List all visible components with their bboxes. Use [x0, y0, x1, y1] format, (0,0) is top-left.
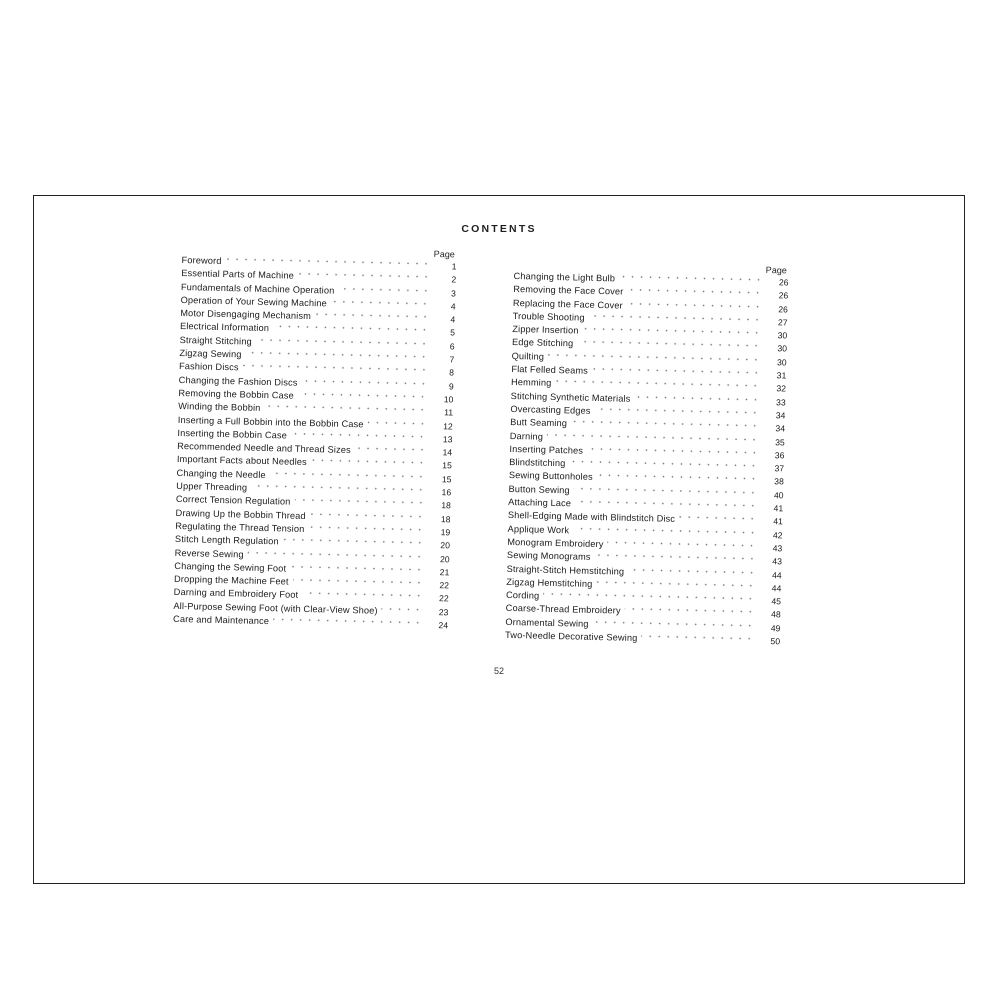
toc-entry-title: Inserting Patches [509, 443, 584, 456]
dot-leader [293, 576, 424, 587]
toc-entry-page: 15 [442, 460, 452, 471]
toc-entry-page: 44 [771, 569, 782, 580]
toc-entry-title: Fundamentals of Machine Operation [180, 281, 335, 296]
toc-entry-title: Upper Threading [176, 480, 248, 493]
dot-leader [368, 418, 427, 427]
dot-leader [338, 284, 430, 294]
toc-entry-page: 34 [775, 423, 786, 434]
dot-leader [310, 510, 425, 521]
toc-entry-page: 18 [441, 500, 451, 511]
toc-entry-page: 34 [775, 410, 786, 421]
toc-entry-title: Straight-Stitch Hemstitching [506, 563, 625, 577]
toc-entry-title: Dropping the Machine Feet [173, 574, 289, 587]
toc-entry-page: 45 [771, 596, 782, 607]
toc-entry-title: Butt Seaming [510, 417, 568, 429]
toc-entry-page: 5 [450, 327, 456, 338]
toc-entry-page: 27 [777, 317, 788, 328]
toc-entry-title: Zigzag Sewing [179, 348, 242, 360]
toc-entry-title: Operation of Your Sewing Machine [180, 294, 327, 309]
toc-entry-title: Winding the Bobbin [178, 401, 261, 414]
contents-heading: CONTENTS [461, 223, 537, 235]
toc-entry-title: Ornamental Sewing [505, 616, 589, 629]
toc-entry-title: Essential Parts of Machine [181, 268, 295, 281]
dot-leader [298, 390, 428, 401]
toc-entry-page: 7 [449, 354, 455, 365]
toc-entry-title: Stitch Length Regulation [174, 534, 279, 547]
toc-entry-title: All-Purpose Sewing Foot (with Clear-View Shoe) [173, 600, 378, 616]
toc-entry-title: Zigzag Hemstitching [506, 576, 593, 589]
toc-entry-page: 30 [776, 357, 787, 368]
toc-entry-title: Stitching Synthetic Materials [510, 390, 631, 404]
toc-entry-page: 3 [450, 287, 456, 299]
toc-entry-title: Recommended Needle and Thread Sizes [177, 441, 351, 456]
toc-entry-title: Trouble Shooting [512, 310, 585, 323]
toc-entry-page: 41 [773, 516, 783, 527]
dot-leader [308, 523, 424, 534]
toc-entry-title: Coarse-Thread Embroidery [505, 603, 621, 617]
dot-leader [382, 605, 423, 614]
dot-leader [625, 605, 755, 616]
toc-entry-title: Fashion Discs [178, 361, 239, 373]
toc-entry-page: 32 [776, 383, 787, 394]
toc-entry-page: 26 [778, 290, 789, 301]
toc-entry-title: Correct Tension Regulation [175, 494, 291, 507]
toc-entry-page: 16 [441, 487, 452, 498]
toc-entry-title: Zipper Insertion [512, 324, 579, 336]
toc-entry-page: 24 [438, 620, 449, 631]
toc-entry-page: 26 [778, 277, 789, 288]
toc-entry-title: Edge Stitching [511, 337, 574, 349]
toc-entry-page: 37 [774, 463, 785, 474]
toc-right-column [505, 258, 789, 649]
toc-entry-page: 26 [778, 303, 788, 315]
dot-leader [302, 589, 423, 600]
toc-entry-title: Shell-Edging Made with Blindstitch Disc [507, 510, 676, 525]
toc-entry-title: Straight Stitching [179, 334, 252, 347]
toc-entry-page: 38 [774, 476, 784, 487]
toc-entry-title: Replacing the Face Cover [512, 297, 623, 311]
toc-entry-page: 13 [442, 434, 453, 445]
toc-entry-page: 42 [772, 529, 783, 541]
toc-entry-title: Monogram Embroidery [507, 536, 604, 550]
dot-leader [641, 632, 754, 643]
toc-entry-title: Regulating the Thread Tension [175, 520, 305, 534]
toc-entry-title: Changing the Sewing Foot [174, 560, 287, 574]
toc-entry-page: 40 [773, 489, 784, 501]
toc-entry-title: Sewing Buttonholes [508, 470, 593, 483]
dot-leader [679, 513, 757, 523]
toc-entry-title: Reverse Sewing [174, 547, 244, 560]
toc-entry-title: Inserting a Full Bobbin into the Bobbin Case [177, 414, 364, 429]
toc-entry-title: Quilting [511, 350, 545, 362]
toc-entry-page: 11 [444, 407, 454, 418]
toc-entry-page: 36 [774, 450, 785, 461]
toc-list-left [173, 254, 457, 633]
toc-entry-title: Button Sewing [508, 483, 570, 496]
toc-entry-title: Overcasting Edges [510, 403, 591, 416]
toc-entry-title: Electrical Information [179, 321, 270, 334]
toc-entry-title: Darning and Embroidery Foot [173, 587, 299, 601]
toc-entry-page: 30 [777, 330, 788, 341]
page-column-label: Page [765, 264, 787, 276]
toc-entry-title: Sewing Monograms [506, 550, 591, 563]
toc-entry-page: 18 [440, 513, 451, 525]
toc-entry-title: Two-Needle Decorative Sewing [504, 629, 638, 644]
toc-entry-title: Attaching Lace [508, 496, 572, 509]
toc-entry-title: Foreword [181, 254, 222, 266]
toc-entry-page: 35 [775, 436, 785, 447]
dot-leader [355, 444, 427, 454]
toc-entry-page: 44 [771, 582, 782, 594]
manual-page [33, 195, 965, 884]
toc-entry-title: Removing the Face Cover [513, 284, 624, 297]
toc-entry-page: 4 [450, 314, 456, 325]
dot-leader [634, 393, 759, 404]
toc-entry-title: Care and Maintenance [172, 613, 270, 627]
toc-entry-title: Blindstitching [509, 457, 566, 469]
toc-entry-title: Cording [505, 590, 540, 601]
toc-entry-page: 12 [443, 420, 453, 431]
toc-entry-page: 14 [442, 447, 453, 458]
toc-entry-title: Drawing Up the Bobbin Thread [175, 507, 306, 521]
toc-left-column [173, 242, 457, 633]
toc-entry-page: 2 [451, 274, 457, 285]
toc-entry-page: 43 [772, 556, 783, 567]
toc-entry-page: 23 [438, 606, 449, 618]
toc-entry-page: 6 [449, 341, 455, 352]
toc-entry-title: Motor Disengaging Mechanism [180, 308, 312, 322]
toc-entry-page: 4 [450, 301, 456, 312]
toc-entry-page: 33 [776, 396, 786, 408]
page-column-label: Page [433, 248, 455, 260]
toc-entry-page: 43 [772, 543, 783, 554]
page-number: 52 [493, 666, 504, 676]
toc-entry-page: 19 [440, 527, 451, 538]
toc-entry-page: 50 [770, 636, 781, 647]
toc-entry-title: Changing the Needle [176, 467, 266, 480]
toc-entry-title: Flat Felled Seams [511, 364, 589, 376]
toc-entry-page: 20 [439, 553, 450, 564]
dot-leader [294, 496, 425, 507]
toc-entry-title: Removing the Bobbin Case [178, 387, 294, 401]
toc-entry-page: 10 [443, 394, 454, 405]
toc-entry-page: 49 [770, 622, 781, 634]
toc-entry-title: Darning [509, 430, 544, 442]
toc-list-right [505, 270, 789, 649]
toc-entry-title: Important Facts about Needles [176, 454, 307, 468]
toc-entry-page: 20 [440, 540, 451, 551]
toc-entry-title: Changing the Light Bulb [513, 270, 616, 284]
toc-entry-page: 31 [776, 370, 787, 381]
toc-entry-page: 21 [439, 566, 450, 578]
dot-leader [298, 270, 430, 281]
dot-leader [628, 565, 756, 576]
toc-entry-page: 48 [770, 609, 781, 620]
toc-entry-title: Applique Work [507, 523, 570, 536]
toc-entry-title: Changing the Fashion Discs [178, 374, 298, 388]
toc-entry-page: 1 [451, 261, 457, 272]
toc-entry-page: 22 [439, 580, 450, 591]
dot-leader [311, 457, 426, 468]
dot-leader [315, 310, 429, 321]
toc-entry-page: 15 [441, 473, 452, 485]
toc-entry-page: 30 [777, 343, 788, 354]
toc-entry-page: 41 [773, 503, 784, 514]
toc-entry-title: Hemming [510, 377, 552, 389]
dot-leader [331, 297, 430, 307]
toc-entry-page: 9 [448, 381, 454, 392]
toc-entry-title: Inserting the Bobbin Case [177, 427, 288, 441]
toc-entry-page: 8 [449, 367, 455, 378]
toc-entry-page: 22 [438, 593, 449, 604]
dot-leader [301, 377, 427, 388]
